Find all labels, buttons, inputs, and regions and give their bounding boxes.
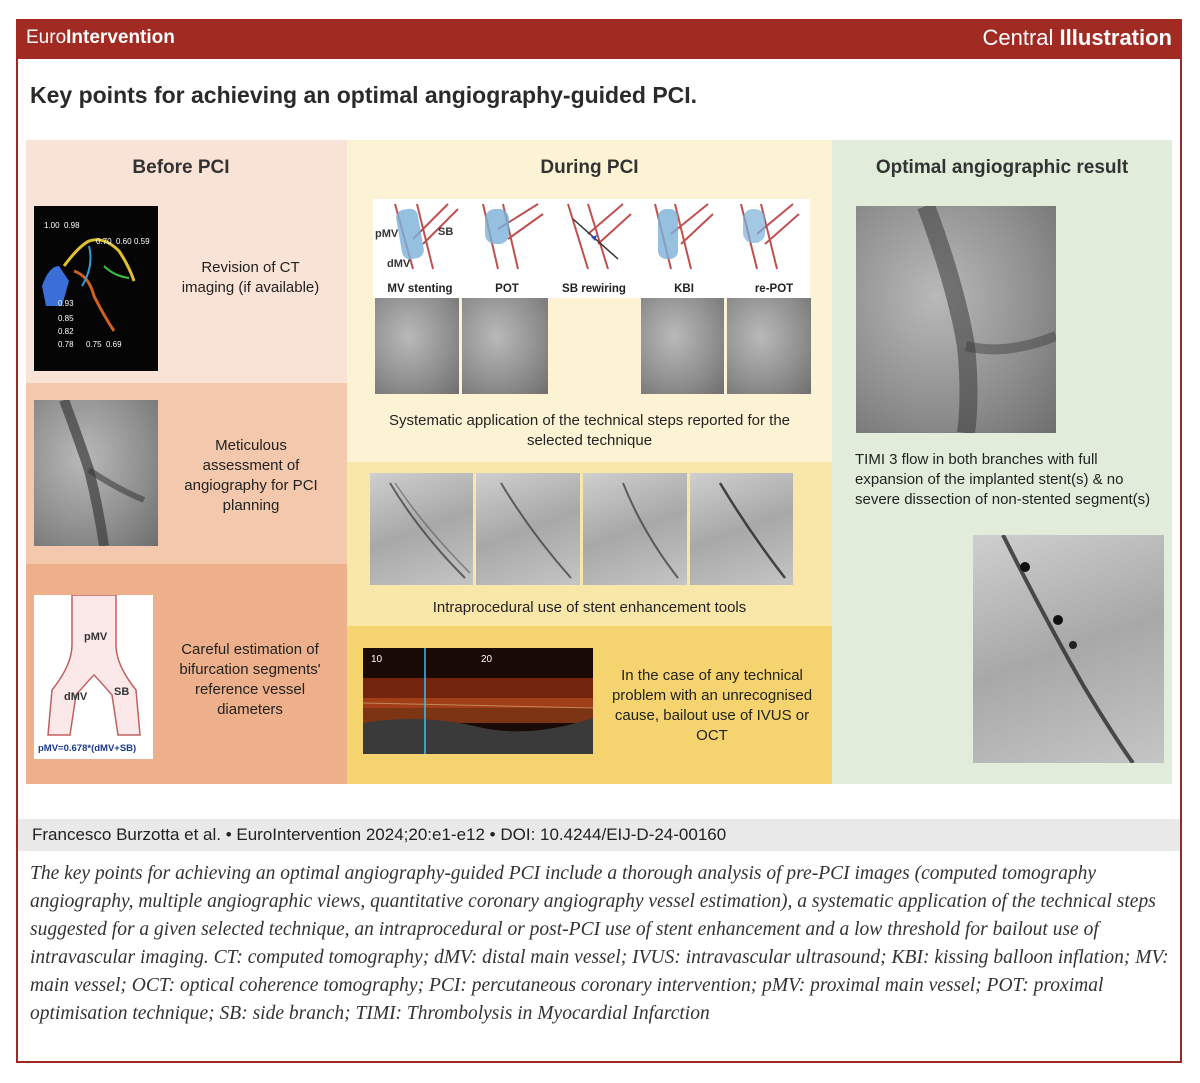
stent-enhancement-2 <box>476 473 580 585</box>
ct-image <box>34 206 158 371</box>
step-label: re-POT <box>754 283 794 295</box>
ct-vessel-d <box>104 266 129 278</box>
ivus-oct-description: In the case of any technical problem with an unrecognised cause, bailout use of IVUS or OCT <box>611 667 813 744</box>
ct-value: 0.59 <box>134 237 150 246</box>
bif-label-pmv: pMV <box>84 631 108 643</box>
oct-tick: 20 <box>481 654 493 665</box>
before-heading: Before PCI <box>132 157 230 178</box>
ct-value: 0.82 <box>58 327 74 336</box>
ct-vessel-b <box>74 271 114 331</box>
ct-value: 0.98 <box>64 221 80 230</box>
optimal-heading: Optimal angiographic result <box>875 157 1129 178</box>
ct-description: Revision of CT imaging (if available) <box>181 259 320 296</box>
step-schematic-5 <box>741 204 799 269</box>
ct-value: 1.00 <box>44 221 60 230</box>
technique-steps-diagram <box>373 199 810 298</box>
step-label: KBI <box>674 283 694 295</box>
ct-value: 0.70 <box>96 237 112 246</box>
ct-value: 0.69 <box>106 340 122 349</box>
step-schematic-4 <box>655 204 713 269</box>
optimal-description: TIMI 3 flow in both branches with full expansion of the implanted stent(s) & no severe dissection of non-stented segment(s) <box>855 451 1151 508</box>
oct-image <box>363 648 593 754</box>
ct-vessel-c <box>82 246 90 286</box>
diagram-label-pmv: pMV <box>375 228 399 240</box>
bifurcation-diagram <box>34 595 153 759</box>
angio-svg <box>34 400 158 546</box>
stent-enhancement-3 <box>583 473 687 585</box>
central-illustration-label: Central Illustration <box>982 25 1172 50</box>
optimal-angio-image <box>856 206 1056 433</box>
bifurcation-svg <box>34 595 153 759</box>
oct-tick: 10 <box>371 654 383 665</box>
bifurcation-description: Careful estimation of bifurcation segments' reference vessel diameters <box>179 641 321 718</box>
step-angio-5 <box>727 298 811 394</box>
journal-brand: EuroIntervention <box>26 27 175 48</box>
during-heading: During PCI <box>540 157 639 178</box>
ct-value: 0.60 <box>116 237 132 246</box>
oct-svg <box>363 648 593 754</box>
step-schematic-3 <box>568 204 631 269</box>
optimal-stent-image <box>973 535 1164 763</box>
angio-description: Meticulous assessment of angiography for PCI planning <box>184 437 318 514</box>
ct-value: 0.85 <box>58 314 74 323</box>
figure-caption: The key points for achieving an optimal angiography-guided PCI include a thorough analysis of pre-PCI images (computed tomography angiography, multiple angiographic views, quantitative coronary angiography vessel estimation), a systematic application of the technical steps suggested for a given selected technique, an intraprocedural or post-PCI use of stent enhancement and a low threshold for bailout use of intravascular imaging. CT: computed tomography; dMV: distal main vessel; IVUS: intravascular ultrasound; KBI: kissing balloon inflation; MV: main vessel; OCT: optical coherence tomography; PCI: percutaneous coronary intervention; pMV: proximal main vessel; POT: proximal optimisation technique; SB: side branch; TIMI: Thrombolysis in Myocardial Infarction <box>30 863 1169 1024</box>
stent-enhancement-4 <box>690 473 793 585</box>
bif-formula: pMV=0.678*(dMV+SB) <box>38 743 137 754</box>
ct-value: 0.75 <box>86 340 102 349</box>
step-label: MV stenting <box>387 283 453 295</box>
step-label: SB rewiring <box>562 283 626 295</box>
stent-enhancement-1 <box>370 473 473 585</box>
technique-steps-svg <box>373 199 810 298</box>
citation-bar <box>16 819 1182 851</box>
step-angio-4 <box>641 298 724 394</box>
enhancement-description: Intraprocedural use of stent enhancement tools <box>432 599 747 616</box>
ct-vessel-svg <box>34 206 158 371</box>
step-label: POT <box>495 283 519 295</box>
bif-label-sb: SB <box>114 686 130 698</box>
diagram-label-dmv: dMV <box>387 258 411 270</box>
ct-value: 0.78 <box>58 340 74 349</box>
ct-value: 0.93 <box>58 299 74 308</box>
bifurcation-vessel <box>48 595 140 735</box>
steps-description: Systematic application of the technical steps reported for the selected technique <box>388 412 791 449</box>
header-bar <box>16 19 1182 59</box>
bif-label-dmv: dMV <box>64 691 88 703</box>
step-schematic-2 <box>483 204 543 269</box>
angiography-image <box>34 400 158 546</box>
diagram-label-sb: SB <box>438 226 454 238</box>
citation-text: Francesco Burzotta et al. • EuroIntervention 2024;20:e1-e12 • DOI: 10.4244/EIJ-D-24-00160 <box>32 825 727 844</box>
step-angio-1 <box>375 298 459 394</box>
figure-title: Key points for achieving an optimal angiography-guided PCI. <box>30 82 698 108</box>
step-angio-2 <box>462 298 548 394</box>
